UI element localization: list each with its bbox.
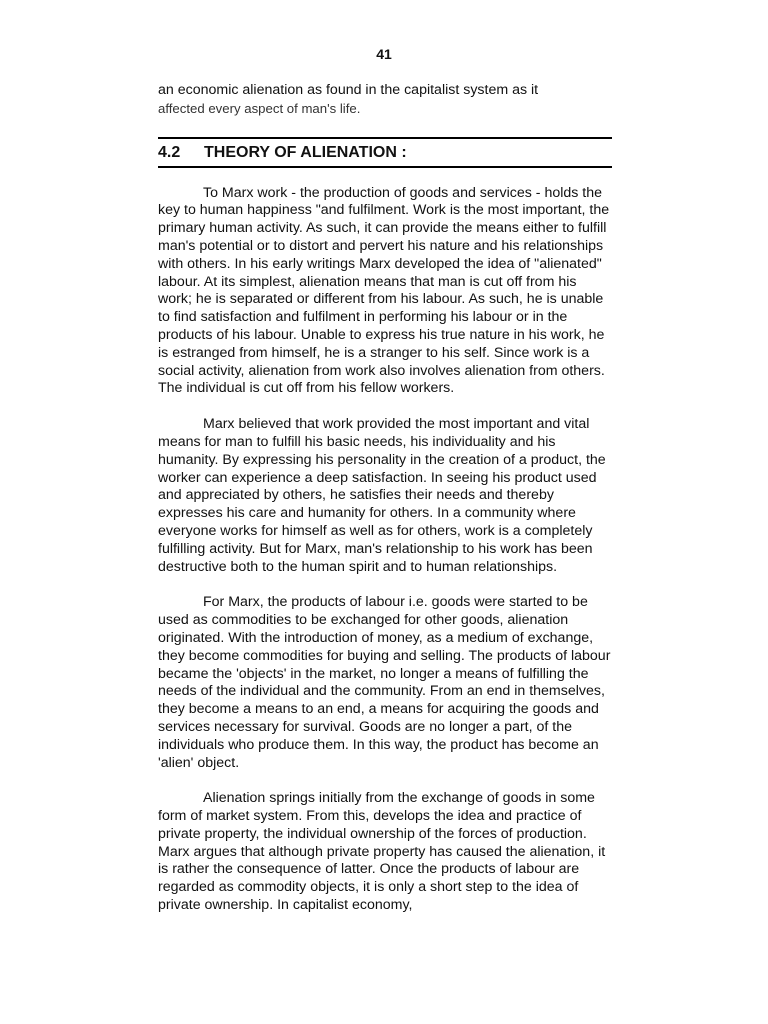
page-content: [158, 82, 612, 915]
intro-text: [158, 82, 612, 119]
section-title: THEORY OF ALIENATION :: [204, 143, 407, 161]
intro-line-1: an economic alienation as found in the capitalist system as it: [158, 82, 539, 98]
page-number: 41: [376, 46, 392, 62]
paragraph-4: Alienation springs initially from the exchange of goods in some form of market system. From this, develops the idea and practice of private property, the individual ownership of the forces of production. Marx argues that although private property has caused the alienation, it is rather the consequence of latter. Once the products of labour are regarded as commodity objects, it is only a short step to the idea of private ownership. In capitalist economy,: [158, 790, 606, 914]
section-number: 4.2: [158, 143, 181, 161]
paragraph-3: For Marx, the products of labour i.e. goods were started to be used as commodities to be exchanged for other goods, alienation originated. With the introduction of money, as a medium of exchange, they become commodities for buying and selling. The products of labour became the 'objects' in the market, no longer a means of fulfilling the needs of the individual and the community. From an end in themselves, they become a means to an end, a means for acquiring the goods and services necessary for survival. Goods are no longer a part, of the individuals who produce them. In this way, the product has become an 'alien' object.: [158, 594, 611, 771]
section-heading: [158, 137, 612, 168]
paragraph-1: To Marx work - the production of goods and services - holds the key to human happiness "and fulfilment. Work is the most important, the primary human activity. As such, it can provide the means either to fulfill man's potential or to distort and pervert his nature and his relationships with others. In his early writings Marx developed the idea of "alienated" labour. At its simplest, alienation means that man is cut off from his work; he is separated or different from his labour. As such, he is unable to find satisfaction and fulfilment in performing his labour or in the products of his labour. Unable to express his true nature in his work, he is estranged from himself, he is a stranger to his self. Since work is a social activity, alienation from work also involves alienation from others. The individual is cut off from his fellow workers.: [158, 184, 610, 397]
intro-line-2: affected every aspect of man's life.: [158, 100, 361, 116]
paragraph-2: Marx believed that work provided the most important and vital means for man to fulfill his basic needs, his individuality and his humanity. By expressing his personality in the creation of a product, the worker can experience a deep satisfaction. In seeing his product used and appreciated by others, he satisfies their needs and thereby expresses his care and humanity for others. In a community where everyone works for himself as well as for others, work is a completely fulfilling activity. But for Marx, man's relationship to his work has been destructive both to the human spirit and to human relationships.: [158, 416, 606, 575]
